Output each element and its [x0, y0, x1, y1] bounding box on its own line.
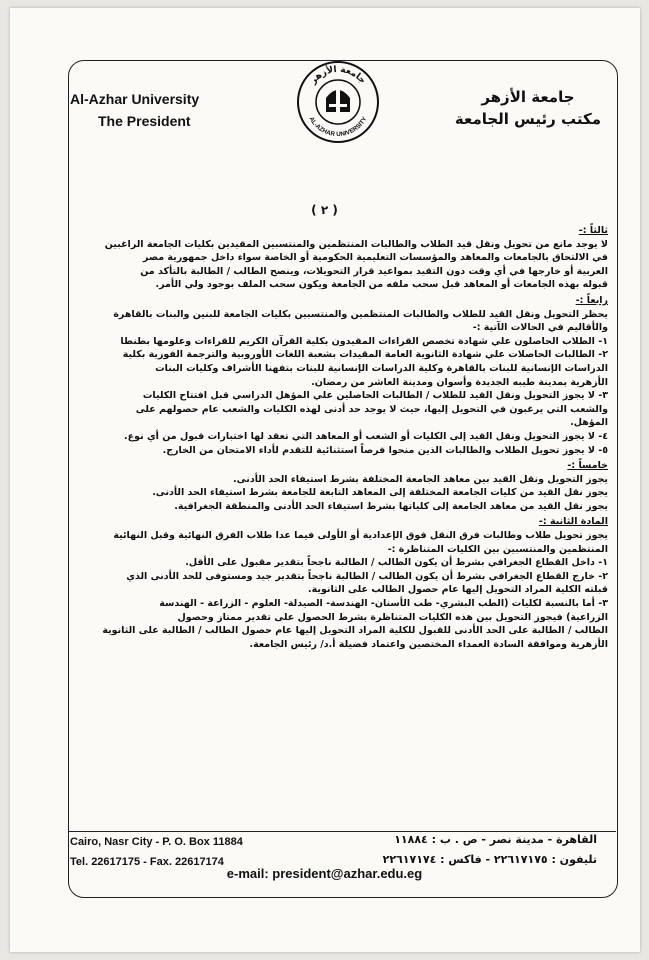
- section-heading: خامساً :-: [567, 460, 608, 472]
- arabic-letterhead: [455, 86, 601, 130]
- body-line: المنتظمين والمنتسبين بين الكليات المتناظرة :-: [387, 543, 608, 555]
- body-line: الأزهرية وموافقة السادة العمداء المختصين واعتماد فضيلة أ.د/ رئيس الجامعة.: [249, 638, 608, 650]
- body-line: في الالتحاق بالجامعات والمعاهد والمؤسسات التعليمية الحكومية أو الخاصة سواء داخل جمهورية مصر: [142, 252, 608, 264]
- university-name-en: Al-Azhar University: [70, 91, 200, 107]
- university-name-ar: جامعة الأزهر: [481, 88, 575, 106]
- body-line: العربية أو خارجها في أي وقت دون التقيد بمواعيد قرار التحويلات، وينصح الطالب / الطالبة بالتأكد من: [140, 265, 608, 277]
- page-number: ( ٢ ): [311, 203, 338, 217]
- body-line: الدراسات الإنسانية للبنات بالقاهرة وكلية الدراسات الإنسانية للبنات بتفهنا الأشراف وكليات البنات: [155, 362, 608, 374]
- section-heading: المادة الثانية :-: [538, 516, 608, 528]
- footer-address-en: Cairo, Nasr City - P. O. Box 11884: [70, 836, 243, 848]
- body-line: ٥- لا يجوز تحويل الطلاب والطالبات الذين منحوا فرصاً استثنائية للتقدم لأداء الامتحان من الخارج.: [162, 444, 608, 456]
- body-line: ٤- لا يجوز التحويل ونقل القيد إلى الكليات أو الشعب أو المعاهد التي تعقد لها اختبارات قبول من أي نوع.: [124, 430, 608, 442]
- office-title-en: The President: [98, 113, 191, 129]
- body-line: ٣- أما بالنسبة لكليات (الطب البشري- طب الأسنان- الهندسة- الصيدلة- العلوم - الزراعة - الهندسة: [159, 598, 608, 610]
- body-line: المؤهل.: [570, 417, 608, 429]
- seal-english-text: AL-AZHAR UNIVERSITY: [307, 115, 369, 139]
- body-line: لا يوجد مانع من تحويل ونقل قيد الطلاب والطالبات المنتظمين والمنتسبين المقيدين بكليات الجامعة الراغبين: [104, 238, 608, 250]
- body-line: ٣- لا يجوز التحويل ونقل القيد للطلاب / الطالبات الحاصلين علي المؤهل الدراسي قبل افتتاح الكليات: [142, 390, 608, 402]
- body-line: والشعب التي يرغبون في التحويل إليها، حيث لا يوجد حد أدنى لهذه الكليات والشعب عام حصولهم على: [135, 403, 608, 415]
- body-line: يحظر التحويل ونقل القيد للطلاب والطالبات المنتظمين والمنتسبين بكليات الجامعة للبنين والبنات بالقاهرة: [113, 308, 608, 320]
- letter-body: [86, 222, 608, 651]
- body-line: قبوله بهذه الجامعات أو المعاهد قبل سحب ملفه من الجامعة ويكون سحب الملف بوجود ولي الأمر.: [155, 279, 608, 291]
- body-line: والأقاليم في الحالات الآتية :-: [472, 322, 608, 334]
- body-line: يجوز نقل القيد من كليات الجامعة المختلفة إلى المعاهد التابعة للجامعة بشرط استيفاء الحد الأدنى.: [152, 487, 608, 499]
- footer-arabic-contact: [383, 830, 597, 870]
- university-seal-logo: [296, 60, 380, 144]
- seal-arabic-text: جامعة الأزهر: [308, 64, 368, 87]
- section-heading: رابعاً :-: [575, 294, 608, 306]
- body-line: الطالب / الطالبة على الحد الأدنى للقبول للكلية المراد التحويل إليها عام حصول الطالب / الطالبة على الثانوية: [102, 625, 608, 637]
- english-letterhead: [70, 88, 199, 132]
- body-line: الزراعية) فيجوز التحويل بين هذه الكليات المتناظرة بشرط الحصول على تقدير ممتاز وحصول: [177, 611, 608, 623]
- footer-email[interactable]: e-mail: president@azhar.edu.eg: [226, 866, 423, 881]
- body-line: يجوز التحويل ونقل القيد بين معاهد الجامعة المختلفة بشرط استيفاء الحد الأدنى.: [233, 473, 608, 485]
- body-line: يجوز تحويل طلاب وطالبات فرق النقل فوق الإعدادية أو الأولى فيما عدا طلاب الفرق النهائية وقبل النهائية: [113, 530, 608, 542]
- body-line: يجوز نقل القيد من معاهد الجامعة إلى كلياتها بشرط استيفاء الحد الأدنى والمنطقة الجغرافية.: [174, 500, 608, 512]
- body-line: ٢- خارج القطاع الجغرافي بشرط أن يكون الطالب / الطالبة ناجحاً بتقدير جيد ومستوفى للحد الأدنى الذي: [126, 570, 608, 582]
- footer-address-ar: القاهرة - مدينة نصر - ص . ب : ١١٨٨٤: [394, 833, 597, 846]
- body-line: ١- داخل القطاع الجغرافي بشرط أن يكون الطالب / الطالبة ناجحاً بتقدير مقبول على الأقل.: [185, 557, 608, 569]
- body-line: الأزهرية بمدينة طيبه الجديدة وأسوان ومدينة العاشر من رمضان.: [311, 376, 608, 388]
- footer-phone-ar: تليفون : ٢٢٦١٧١٧٥ - فاكس : ٢٢٦١٧١٧٤: [382, 853, 597, 866]
- body-line: ٢- الطالبات الحاصلات علي شهادة الثانوية العامة المقيدات بشعبة اللغات الأوروبية والترجمة الفورية بكلية: [122, 349, 608, 361]
- footer-phone-en: Tel. 22617175 - Fax. 22617174: [70, 856, 224, 868]
- office-title-ar: مكتب رئيس الجامعة: [454, 110, 601, 128]
- section-heading: ثالثاً :-: [578, 225, 608, 236]
- body-line: ١- الطلاب الحاصلون علي شهادة تخصص القراءات المقيدون بكلية القرآن الكريم للقراءات وعلومها بطنطا: [120, 335, 608, 347]
- body-line: قبلته الكلية المراد التحويل إليها عام حصول الطالب على الثانوية.: [308, 584, 608, 596]
